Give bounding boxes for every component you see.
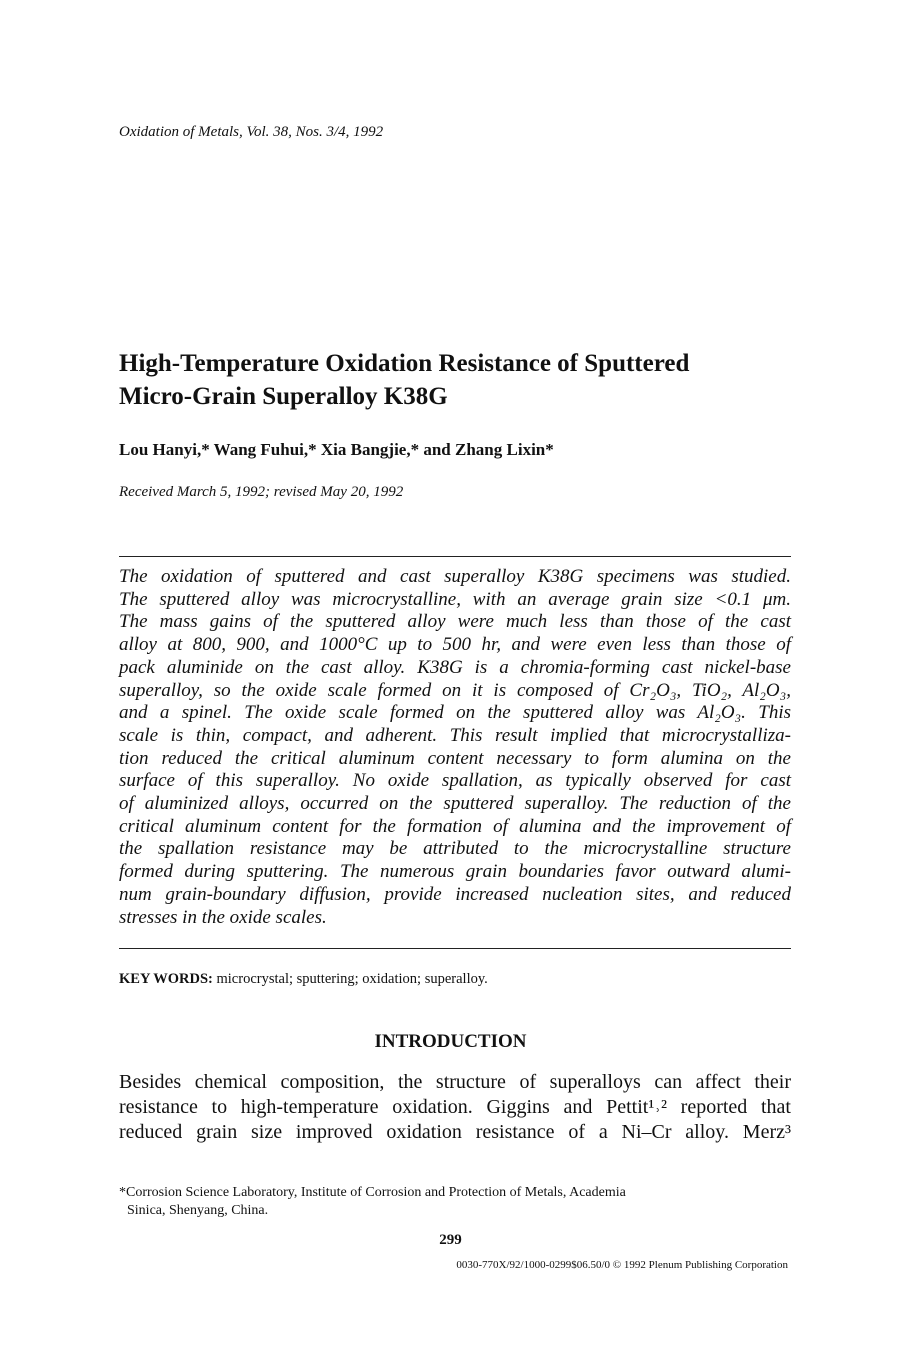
- abstract-line: formed during sputtering. The numerous grain boundaries favor outward alumi-: [119, 861, 791, 883]
- abstract-line: The mass gains of the sputtered alloy were much less than those of the cast: [119, 611, 791, 633]
- abstract-line: tion reduced the critical aluminum content necessary to form alumina on the: [119, 747, 791, 769]
- keywords-label: KEY WORDS:: [119, 971, 213, 987]
- page-number: 299: [439, 1232, 462, 1248]
- affiliation-footnote: [119, 1184, 791, 1220]
- journal-citation: Oxidation of Metals, Vol. 38, Nos. 3/4, 1992: [119, 124, 384, 140]
- abstract-line: and a spinel. The oxide scale formed on the sputtered alloy was Al₂O₃. This: [119, 702, 791, 724]
- body-line: reduced grain size improved oxidation resistance of a Ni–Cr alloy. Merz³: [119, 1121, 791, 1143]
- abstract-bottom-rule: [119, 948, 791, 949]
- body-line: resistance to high-temperature oxidation. Giggins and Pettit¹˒² reported that: [119, 1096, 791, 1118]
- abstract-line: alloy at 800, 900, and 1000°C up to 500 hr, and were even less than those of: [119, 634, 791, 656]
- title-line-2: Micro-Grain Superalloy K38G: [119, 383, 448, 410]
- abstract-line: pack aluminide on the cast alloy. K38G is a chromia-forming cast nickel-base: [119, 656, 791, 678]
- abstract: [119, 566, 791, 929]
- introduction-text: [119, 1070, 791, 1145]
- section-heading-introduction: INTRODUCTION: [374, 1031, 527, 1052]
- abstract-line: critical aluminum content for the formation of alumina and the improvement of: [119, 815, 791, 837]
- author-list: Lou Hanyi,* Wang Fuhui,* Xia Bangjie,* and Zhang Lixin*: [119, 440, 554, 459]
- abstract-line: num grain-boundary diffusion, provide increased nucleation sites, and reduced: [119, 883, 791, 905]
- abstract-line: scale is thin, compact, and adherent. This result implied that microcrystalliza-: [119, 724, 791, 746]
- abstract-line: The oxidation of sputtered and cast superalloy K38G specimens was studied.: [119, 566, 791, 587]
- footnote-line-1: *Corrosion Science Laboratory, Institute of Corrosion and Protection of Metals, Academia: [119, 1185, 626, 1200]
- abstract-line: of aluminized alloys, occurred on the sputtered superalloy. The reduction of the: [119, 793, 791, 815]
- copyright-line: 0030-770X/92/1000-0299$06.50/0 © 1992 Plenum Publishing Corporation: [456, 1259, 788, 1271]
- abstract-line: superalloy, so the oxide scale formed on it is composed of Cr₂O₃, TiO₂, Al₂O₃,: [119, 679, 791, 701]
- paper-title: [119, 347, 799, 413]
- abstract-line: stresses in the oxide scales.: [119, 906, 327, 928]
- abstract-top-rule: [119, 556, 791, 557]
- abstract-line: the spallation resistance may be attributed to the microcrystalline structure: [119, 838, 791, 860]
- keywords: [119, 971, 488, 988]
- title-line-1: High-Temperature Oxidation Resistance of Sputtered: [119, 350, 690, 377]
- keywords-text: microcrystal; sputtering; oxidation; superalloy.: [216, 971, 488, 987]
- abstract-line: surface of this superalloy. No oxide spallation, as typically observed for cast: [119, 770, 791, 792]
- received-dates: Received March 5, 1992; revised May 20, 1992: [119, 484, 404, 500]
- body-line: Besides chemical composition, the structure of superalloys can affect their: [119, 1071, 791, 1093]
- abstract-line: The sputtered alloy was microcrystalline, with an average grain size <0.1 μm.: [119, 588, 791, 610]
- footnote-line-2: Sinica, Shenyang, China.: [127, 1203, 269, 1218]
